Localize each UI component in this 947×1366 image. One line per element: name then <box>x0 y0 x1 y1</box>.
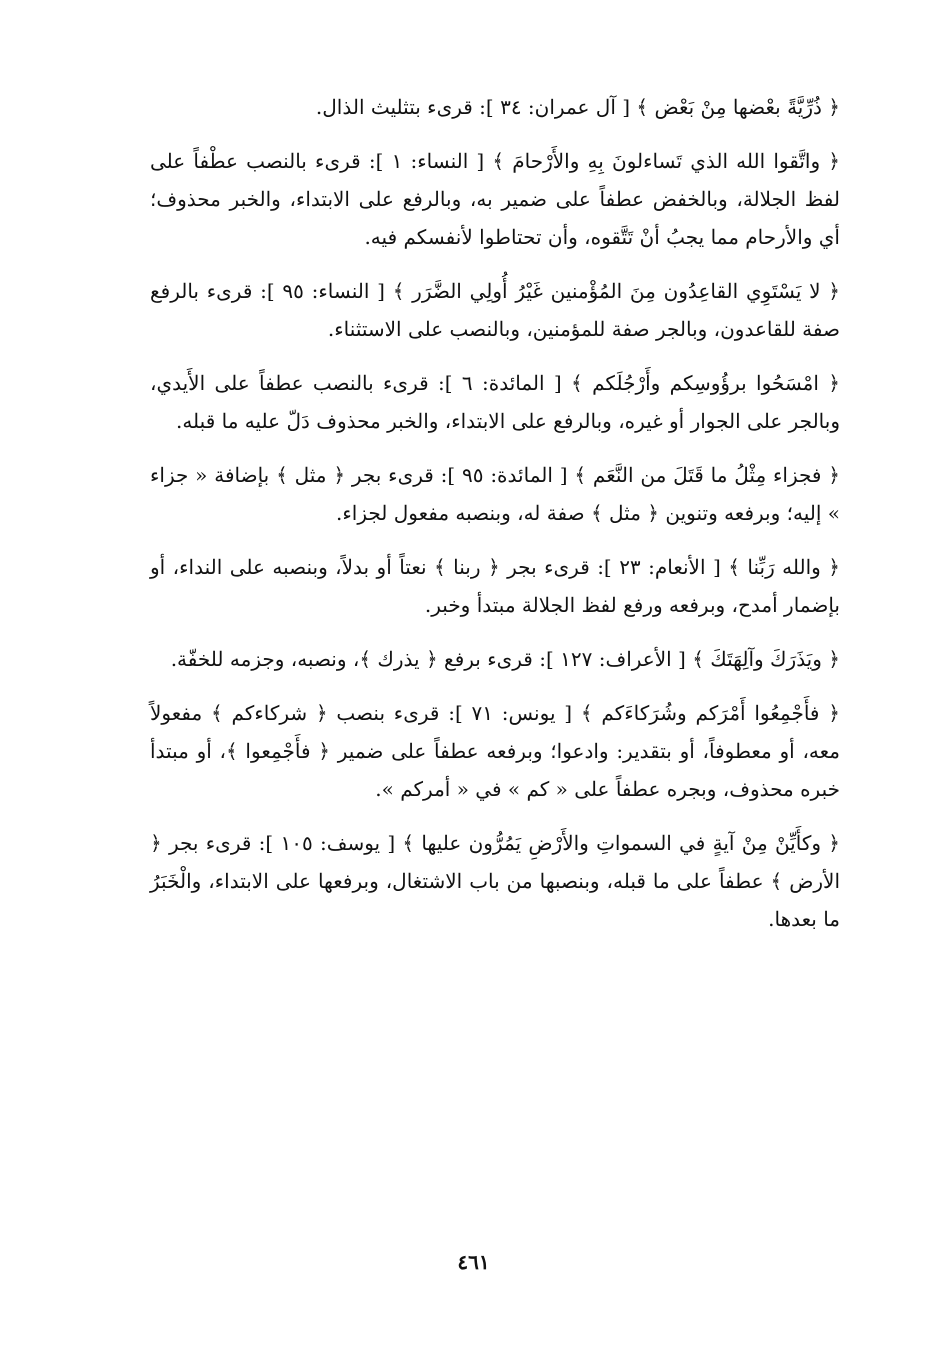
paragraph-6: ﴿ والله رَبِّنا ﴾ [ الأنعام: ٢٣ ]: قرىء بجر ﴿ ربنا ﴾ نعتاً أو بدلاً، وبنصبه على النداء، أو بإضمار أمدح، وبرفعه ورفع لفظ الجلالة مبتدأ وخبر. <box>150 555 840 617</box>
paragraph-3: ﴿ لا يَسْتَوِي القاعِدُون مِنَ المُؤْمنين غَيْرُ أُولِي الضَّرَر ﴾ [ النساء: ٩٥ ]: قرىء بالرفع صفة للقاعدون، وبالجر صفة للمؤمنين، وبالنصب على الاستثناء. <box>150 279 840 341</box>
paragraph-9: ﴿ وكأَيِّنْ مِنْ آيةٍ في السمواتِ والأَرْضِ يَمُرُّون عليها ﴾ [ يوسف: ١٠٥ ]: قرىء بجر ﴿ الأرض ﴾ عطفاً على ما قبله، وبنصبها من باب الاشتغال، وبرفعها على الابتداء، والْخَبَرُ ما بعدها. <box>150 831 840 931</box>
page-number: ٤٦١ <box>457 1250 490 1274</box>
paragraph-5: ﴿ فجزاء مِثْلُ ما قَتَلَ من النَّعَم ﴾ [ المائدة: ٩٥ ]: قرىء بجر ﴿ مثل ﴾ بإضافة « جزاء » إليه؛ وبرفعه وتنوين ﴿ مثل ﴾ صفة له، وبنصبه مفعول لجزاء. <box>150 463 840 525</box>
paragraph-8: ﴿ فأَجْمِعُوا أَمْرَكم وشُرَكاءَكم ﴾ [ يونس: ٧١ ]: قرىء بنصب ﴿ شركاءكم ﴾ مفعولاً معه، أو معطوفاً، أو بتقدير: وادعوا؛ وبرفعه عطفاً على ضمير ﴿ فأَجْمِعوا ﴾، أو مبتدأ خبره محذوف، وبجره عطفاً على « كم » في « أمركم ». <box>150 701 840 801</box>
paragraph-7: ﴿ ويَذَرَكَ وآلِهَتَكَ ﴾ [ الأعراف: ١٢٧ ]: قرىء برفع ﴿ يذرك ﴾، ونصبه، وجزمه للخفّة. <box>170 647 840 671</box>
page-body <box>150 88 840 954</box>
paragraph-1: ﴿ ذُرِّيَّةً بعْضها مِنْ بَعْض ﴾ [ آل عمران: ٣٤ ]: قرىء بتثليث الذال. <box>315 95 840 119</box>
paragraph-4: ﴿ امْسَحُوا برؤُوسِكم وأَرْجُلَكم ﴾ [ المائدة: ٦ ]: قرىء بالنصب عطفاً على الأَيدي، وبالجر على الجوار أو غيره، وبالرفع على الابتداء، والخبر محذوف دَلّ عليه ما قبله. <box>150 371 840 433</box>
paragraph-2: ﴿ واتَّقوا الله الذي تَساءلونَ بِهِ والأَرْحامَ ﴾ [ النساء: ١ ]: قرىء بالنصب عطْفاً على لفظ الجلالة، وبالخفض عطفاً على ضمير به، وبالرفع على الابتداء، والخبر محذوف؛ أي والأرحام مما يجبُ أنْ تَتَّقوه، وأن تحتاطوا لأنفسكم فيه. <box>150 149 841 249</box>
